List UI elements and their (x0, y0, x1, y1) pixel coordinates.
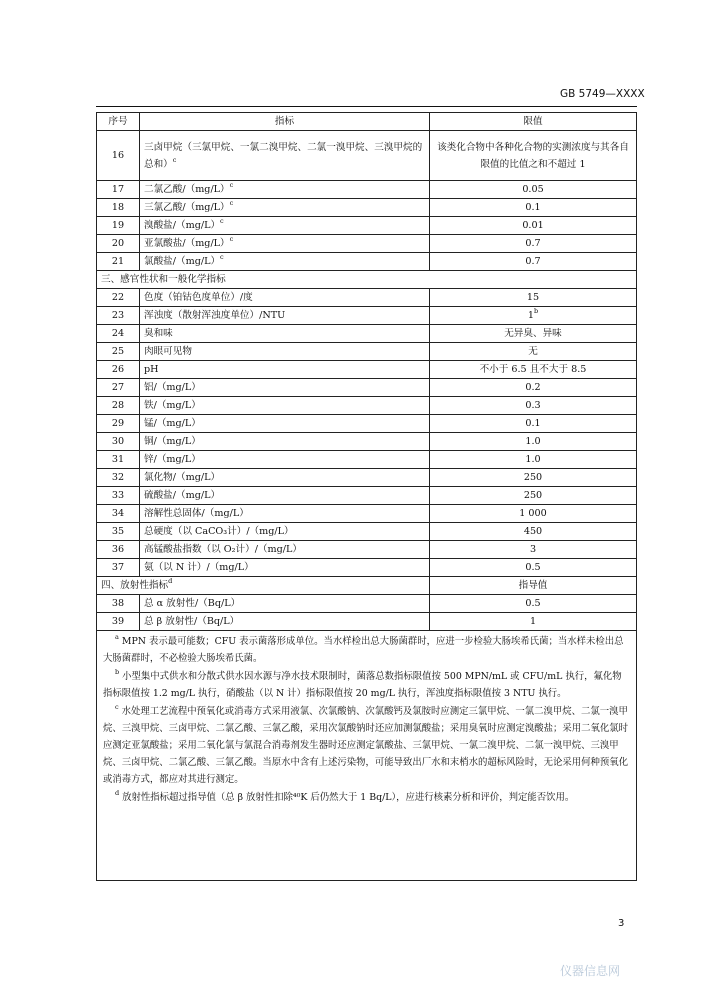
table-row (97, 325, 637, 343)
table-row (97, 433, 637, 451)
row-limit (430, 325, 637, 343)
row-indicator (140, 289, 430, 307)
row-number: 35 (97, 523, 140, 541)
table-header-row (97, 113, 637, 131)
limit-value: 0.2 (525, 382, 541, 393)
indicator-text: 溴酸盐/（mg/L） (144, 220, 221, 231)
indicator-text: 溶解性总固体/（mg/L） (144, 508, 249, 519)
row-number: 33 (97, 487, 140, 505)
limit-value: 0.7 (525, 238, 541, 249)
footnote-mark: c (229, 235, 234, 243)
row-limit (430, 487, 637, 505)
limit-value: 1 (527, 310, 534, 321)
section-label: 四、放射性指标 (101, 580, 169, 591)
table-row (97, 181, 637, 199)
indicator-text: 浑浊度（散射浑浊度单位）/NTU (144, 310, 286, 321)
table-row (97, 131, 637, 181)
indicator-text: 铁/（mg/L） (144, 400, 201, 411)
table-row (97, 289, 637, 307)
section-title (97, 577, 430, 595)
limit-value: 无异臭、异味 (504, 328, 562, 339)
row-indicator (140, 397, 430, 415)
limit-value: 0.7 (525, 256, 541, 267)
table-row (97, 415, 637, 433)
row-number: 36 (97, 541, 140, 559)
row-number: 20 (97, 235, 140, 253)
col-header-indicator: 指标 (140, 113, 430, 131)
footnote (103, 668, 630, 702)
row-limit (430, 397, 637, 415)
footnote-mark: c (115, 703, 119, 711)
table-notes (97, 631, 637, 881)
limit-value: 450 (523, 526, 543, 537)
row-number: 25 (97, 343, 140, 361)
row-limit (430, 505, 637, 523)
row-indicator (140, 379, 430, 397)
table-row (97, 595, 637, 613)
row-limit (430, 307, 637, 325)
row-indicator (140, 469, 430, 487)
row-limit (430, 343, 637, 361)
table-row (97, 235, 637, 253)
indicator-text: 锰/（mg/L） (144, 418, 201, 429)
row-number: 38 (97, 595, 140, 613)
footnote-mark: c (220, 253, 224, 261)
table-row (97, 397, 637, 415)
row-limit (430, 595, 637, 613)
indicator-text: 三卤甲烷（三氯甲烷、一氯二溴甲烷、二氯一溴甲烷、三溴甲烷的总和） (144, 141, 423, 170)
row-number: 26 (97, 361, 140, 379)
row-indicator (140, 433, 430, 451)
limit-value: 无 (528, 346, 538, 357)
indicator-text: 氯酸盐/（mg/L） (144, 256, 221, 267)
indicator-text: 亚氯酸盐/（mg/L） (144, 238, 230, 249)
table-row (97, 469, 637, 487)
footnote-text: 小型集中式供水和分散式供水因水源与净水技术限制时，菌落总数指标限值按 500 MPN/mL 或 CFU/mL 执行，氟化物指标限值按 1.2 mg/L 执行，硝酸盐（以 N 计）指标限值按 20 mg/L 执行，浑浊度指标限值按 3 NTU 执行。 (103, 671, 622, 699)
footnote-mark: c (229, 181, 234, 189)
row-limit (430, 559, 637, 577)
row-limit (430, 469, 637, 487)
row-limit (430, 361, 637, 379)
indicator-text: 铜/（mg/L） (144, 436, 201, 447)
footnote-mark: b (533, 307, 539, 315)
indicator-text: 硫酸盐/（mg/L） (144, 490, 221, 501)
footnote-text: 水处理工艺流程中预氧化或消毒方式采用液氯、次氯酸钠、次氯酸钙及氯胺时应测定三氯甲烷、一氯二溴甲烷、二氯一溴甲烷、三溴甲烷、三卤甲烷、二氯乙酸、三氯乙酸，采用次氯酸钠时还应加测氯酸盐；采用臭氧时应测定溴酸盐；采用二氧化氯时应测定亚氯酸盐；采用二氧化氯与氯混合消毒剂发生器时还应测定氯酸盐、三氯甲烷、一氯二溴甲烷、二氯一溴甲烷、三溴甲烷、三卤甲烷、二氯乙酸、三氯乙酸。当原水中含有上述污染物，可能导致出厂水和末梢水的超标风险时，无论采用何种预氧化或消毒方式，都应对其进行测定。 (103, 706, 629, 785)
table-row (97, 253, 637, 271)
indicator-text: 三氯乙酸/（mg/L） (144, 202, 230, 213)
watermark-logo: 仪器信息网 (560, 964, 621, 978)
row-number: 23 (97, 307, 140, 325)
row-indicator (140, 217, 430, 235)
indicator-text: 肉眼可见物 (144, 346, 192, 357)
row-indicator (140, 181, 430, 199)
row-limit (430, 217, 637, 235)
row-number: 17 (97, 181, 140, 199)
page-number: 3 (618, 918, 625, 929)
section-row (97, 271, 637, 289)
row-indicator (140, 307, 430, 325)
row-number: 27 (97, 379, 140, 397)
row-limit (430, 451, 637, 469)
limit-value: 1.0 (525, 454, 541, 465)
row-indicator (140, 613, 430, 631)
row-limit (430, 181, 637, 199)
footnote-mark: d (115, 789, 120, 797)
table-row (97, 541, 637, 559)
footnote-mark: c (229, 199, 234, 207)
indicator-text: 氨（以 N 计）/（mg/L） (144, 562, 254, 573)
footnote-mark: b (115, 668, 120, 676)
row-indicator (140, 361, 430, 379)
footnote-text: 放射性指标超过指导值（总 β 放射性扣除⁴⁰K 后仍然大于 1 Bq/L），应进行核素分析和评价，判定能否饮用。 (122, 792, 575, 803)
footnote-text: MPN 表示最可能数；CFU 表示菌落形成单位。当水样检出总大肠菌群时，应进一步检验大肠埃希氏菌；当水样未检出总大肠菌群时，不必检验大肠埃希氏菌。 (103, 636, 624, 664)
limit-value: 0.01 (522, 220, 544, 231)
table-row (97, 505, 637, 523)
table-row (97, 343, 637, 361)
section-title: 三、感官性状和一般化学指标 (97, 271, 637, 289)
row-number: 19 (97, 217, 140, 235)
indicator-text: 总 β 放射性/（Bq/L） (144, 616, 240, 627)
table-row (97, 451, 637, 469)
row-limit (430, 289, 637, 307)
table-row (97, 199, 637, 217)
indicator-text: 锌/（mg/L） (144, 454, 201, 465)
row-number: 34 (97, 505, 140, 523)
row-limit (430, 433, 637, 451)
row-indicator (140, 131, 430, 181)
row-limit (430, 199, 637, 217)
document-code: GB 5749—XXXX (560, 88, 645, 100)
section-row (97, 577, 637, 595)
row-limit (430, 379, 637, 397)
row-number: 29 (97, 415, 140, 433)
table-row (97, 523, 637, 541)
limit-value: 0.05 (522, 184, 544, 195)
row-indicator (140, 487, 430, 505)
row-number: 39 (97, 613, 140, 631)
row-indicator (140, 253, 430, 271)
indicator-text: 总 α 放射性/（Bq/L） (144, 598, 241, 609)
row-limit (430, 235, 637, 253)
row-number: 32 (97, 469, 140, 487)
limit-value: 不小于 6.5 且不大于 8.5 (479, 364, 587, 375)
row-indicator (140, 541, 430, 559)
limit-value: 3 (529, 544, 537, 555)
footnote (103, 703, 630, 788)
footnote-mark: d (168, 577, 173, 585)
limit-value: 1 000 (519, 508, 547, 519)
col-header-no: 序号 (97, 113, 140, 131)
row-indicator (140, 595, 430, 613)
footnote-mark: c (172, 155, 177, 164)
row-limit: 该类化合物中各种化合物的实测浓度与其各自限值的比值之和不超过 1 (430, 131, 637, 181)
table-row (97, 613, 637, 631)
limit-value: 0.1 (525, 202, 541, 213)
limit-value: 0.5 (525, 562, 541, 573)
limit-value: 0.5 (525, 598, 541, 609)
indicator-table (96, 112, 637, 881)
row-indicator (140, 415, 430, 433)
row-limit (430, 523, 637, 541)
indicator-text: 二氯乙酸/（mg/L） (144, 184, 230, 195)
indicator-text: 高锰酸盐指数（以 O₂计）/（mg/L） (144, 544, 302, 555)
footnote (103, 633, 630, 667)
indicator-text: 臭和味 (144, 328, 173, 339)
row-limit (430, 253, 637, 271)
row-number: 22 (97, 289, 140, 307)
row-indicator (140, 199, 430, 217)
table-row (97, 307, 637, 325)
col-header-limit: 限值 (430, 113, 637, 131)
row-indicator (140, 559, 430, 577)
table-row (97, 361, 637, 379)
table-row (97, 487, 637, 505)
row-indicator (140, 325, 430, 343)
indicator-text: 铝/（mg/L） (144, 382, 201, 393)
limit-value: 0.1 (525, 418, 541, 429)
row-number: 18 (97, 199, 140, 217)
limit-value: 1.0 (525, 436, 541, 447)
table-row (97, 379, 637, 397)
limit-value: 0.3 (525, 400, 541, 411)
row-number: 31 (97, 451, 140, 469)
row-limit (430, 613, 637, 631)
limit-value: 250 (523, 490, 543, 501)
table-row (97, 217, 637, 235)
limit-value: 250 (523, 472, 543, 483)
row-number: 37 (97, 559, 140, 577)
indicator-text: 总硬度（以 CaCO₃计）/（mg/L） (144, 526, 294, 537)
limit-value: 1 (529, 616, 537, 627)
footnote-mark: c (220, 217, 224, 225)
footnote (103, 789, 630, 806)
row-limit (430, 415, 637, 433)
row-indicator (140, 505, 430, 523)
indicator-text: pH (144, 364, 159, 375)
row-number: 21 (97, 253, 140, 271)
row-number: 28 (97, 397, 140, 415)
row-indicator (140, 523, 430, 541)
header-rule (96, 106, 637, 107)
guidance-header: 指导值 (430, 577, 637, 595)
indicator-text: 色度（铂钴色度单位）/度 (144, 292, 253, 303)
row-indicator (140, 343, 430, 361)
row-number: 30 (97, 433, 140, 451)
indicator-text: 氯化物/（mg/L） (144, 472, 221, 483)
row-indicator (140, 451, 430, 469)
row-number: 16 (97, 131, 140, 181)
notes-row (97, 631, 637, 881)
row-limit (430, 541, 637, 559)
table-row (97, 559, 637, 577)
row-number: 24 (97, 325, 140, 343)
limit-value: 15 (526, 292, 540, 303)
footnote-mark: a (115, 633, 119, 641)
row-indicator (140, 235, 430, 253)
